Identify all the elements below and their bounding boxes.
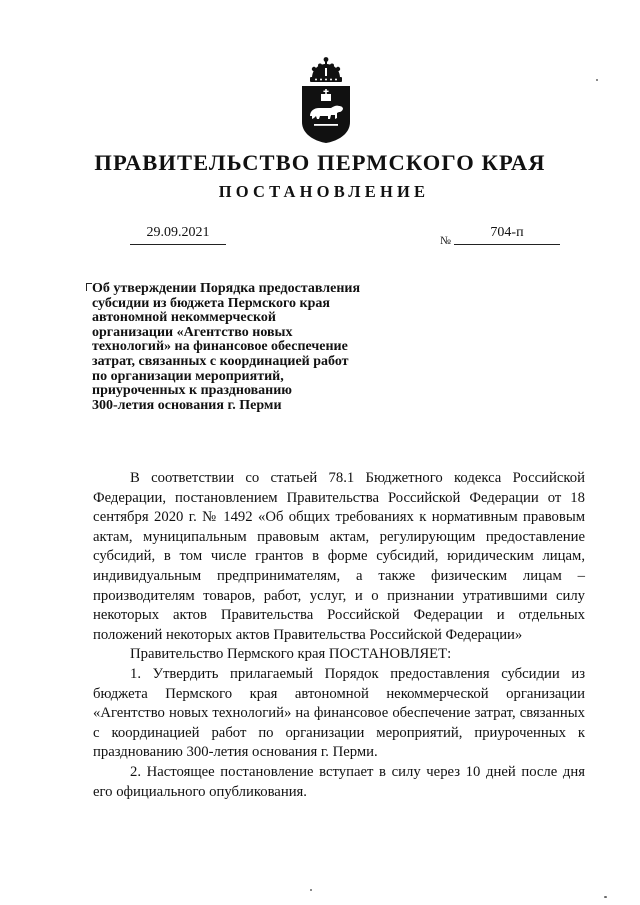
title-corner-mark <box>86 283 92 291</box>
document-type: ПОСТАНОВЛЕНИЕ <box>218 182 430 201</box>
number-sign: № <box>440 235 451 247</box>
document-body <box>93 469 585 802</box>
item-1-paragraph: 1. Утвердить прилагаемый Порядок предоставления субсидии из бюджета Пермского края автономной некоммерческой организации «Агентство новых технологий» на финансовое обеспечение затрат, связанных с координацией работ по организации мероприятий, приуроченных к празднованию 300-летия основания г. Перми. <box>93 665 585 761</box>
scan-speck <box>596 79 598 81</box>
government-name: ПРАВИТЕЛЬСТВО ПЕРМСКОГО КРАЯ <box>94 150 546 175</box>
perm-krai-coat-of-arms-icon <box>300 56 352 144</box>
item-2-paragraph: 2. Настоящее постановление вступает в силу через 10 дней после дня его официального опубликования. <box>93 763 585 800</box>
preamble-paragraph: В соответствии со статьей 78.1 Бюджетного кодекса Российской Федерации, постановлением Правительства Российской Федерации от 18 сентября 2020 г. № 1492 «Об общих требованиях к нормативным правовым актам, муниципальным правовым актам, регулирующим предоставление субсидий, в том числе грантов в форме субсидий, юридическим лицам, индивидуальным предпринимателям, а также физическим лицам – производителям товаров, работ, услуг, и о признании утратившими силу некоторых актов Правительства Российской Федерации и отдельных положений некоторых актов Правительства Российской Федерации» <box>93 470 585 643</box>
document-title <box>92 282 422 413</box>
title-line: по организации мероприятий, <box>92 368 284 384</box>
title-line: автономной некоммерческой <box>92 310 276 326</box>
title-line: технологий» на финансовое обеспечение <box>92 339 348 355</box>
scan-speck <box>310 889 312 891</box>
document-date: 29.09.2021 <box>130 225 226 245</box>
document-number: 704-п <box>454 225 560 245</box>
title-line: субсидии из бюджета Пермского края <box>92 295 330 311</box>
title-line: 300-летия основания г. Перми <box>92 397 282 413</box>
resolves-paragraph: Правительство Пермского края ПОСТАНОВЛЯЕТ: <box>130 646 452 663</box>
title-line: затрат, связанных с координацией работ <box>92 353 349 369</box>
title-line: приуроченных к празднованию <box>92 383 292 399</box>
scan-speck <box>604 896 607 898</box>
title-line: организации «Агентство новых <box>92 324 293 340</box>
title-line: Об утверждении Порядка предоставления <box>92 281 361 296</box>
